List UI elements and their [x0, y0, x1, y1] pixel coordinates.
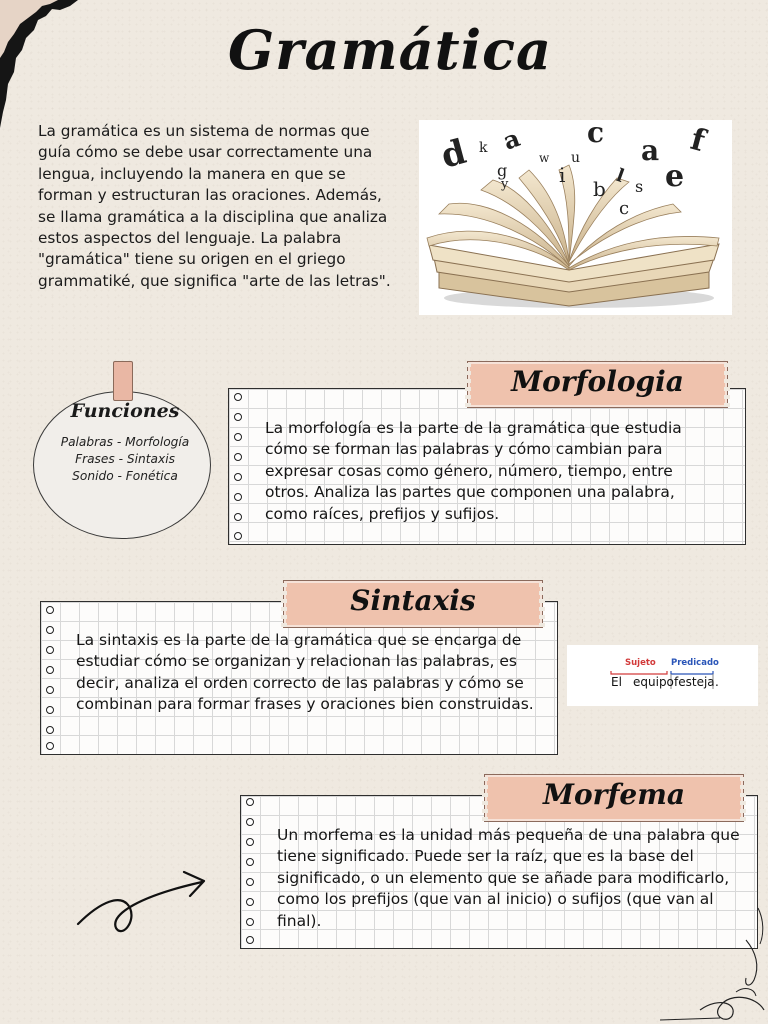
- sintaxis-text: La sintaxis es la parte de la gramática que se encarga de estudiar cómo se organizan y relacionan las palabras, es decir, analiza el orden correcto de las palabras y cómo se combinan para formar frases y oraciones bien construidas.: [76, 631, 534, 714]
- book-letter: u: [571, 150, 581, 166]
- funciones-item: Frases - Sintaxis: [75, 452, 175, 466]
- book-letter: g: [497, 161, 508, 180]
- curly-arrow-icon: [70, 862, 215, 942]
- subject-label: Sujeto: [625, 658, 656, 668]
- book-letter: i: [559, 163, 566, 187]
- intro-paragraph: La gramática es un sistema de normas que guía cómo se debe usar correctamente una lengua, incluyendo la manera en que se forman y estructuran las oraciones. Además, se llama gramática a la disciplina que analiza estos aspectos del lenguaje. La palabra "gramática" tiene su origen en el griego grammatiké, que significa "arte de las letras".: [38, 122, 391, 290]
- book-letter: f: [686, 121, 709, 160]
- floral-flourish-icon: [660, 900, 768, 1024]
- sentence-example-image: [567, 645, 758, 706]
- torn-paper-corner: [0, 0, 90, 130]
- book-letter: c: [587, 120, 605, 149]
- book-letter: e: [665, 159, 685, 194]
- funciones-item: Palabras - Morfología: [60, 435, 190, 449]
- predicate-label: Predicado: [671, 658, 719, 668]
- sintaxis-tag: Sintaxis: [283, 580, 543, 628]
- book-letter: k: [479, 140, 488, 156]
- page-title: Gramática: [227, 18, 552, 82]
- book-letter: c: [619, 198, 630, 219]
- book-letter: w: [539, 151, 550, 165]
- sentence-word: festeja: [674, 675, 715, 689]
- morfema-tag: Morfema: [484, 774, 744, 822]
- sentence-period: .: [715, 675, 719, 689]
- morfologia-card: [228, 388, 746, 545]
- funciones-item: Sonido - Fonética: [72, 469, 178, 483]
- book-letter: y: [501, 177, 509, 192]
- book-letter: b: [593, 177, 606, 201]
- book-letter: s: [635, 177, 644, 196]
- book-letter: a: [499, 123, 524, 156]
- notebook-holes: [229, 389, 247, 544]
- morfologia-text: La morfología es la parte de la gramática que estudia cómo se forman las palabras y cómo cambian para expresar cosas como género, número, tiempo, entre otros. Analiza las partes que componen una palabra, como raíces, prefijos y sufijos.: [265, 419, 682, 523]
- sentence-word: equipo: [633, 675, 674, 689]
- book-letters-image: [419, 120, 732, 315]
- sentence-word: El: [611, 675, 622, 689]
- notebook-holes: [41, 602, 59, 754]
- book-letter: d: [436, 131, 471, 177]
- tape-pin: [113, 361, 133, 401]
- funciones-list: [40, 434, 210, 485]
- morfologia-tag: Morfologia: [467, 361, 728, 408]
- notebook-holes: [241, 796, 259, 948]
- book-letter: l: [613, 164, 627, 188]
- morfema-text: Un morfema es la unidad más pequeña de una palabra que tiene significado. Puede ser la raíz, que es la base del significado, o un elemento que se añade para modificarlo, como los prefijos (que van al inicio) o sufijos (que van al final).: [277, 826, 740, 930]
- funciones-title: Funciones: [70, 400, 180, 422]
- book-letter: a: [641, 134, 660, 167]
